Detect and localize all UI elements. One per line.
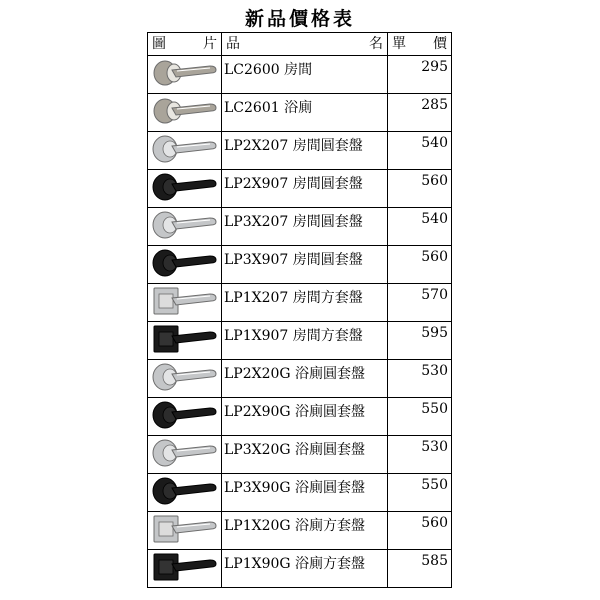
product-price-cell: 560 [388, 170, 452, 208]
product-name-cell: LP2X20G 浴廁圓套盤 [222, 360, 388, 398]
product-name-cell: LP3X207 房間圓套盤 [222, 208, 388, 246]
product-name-cell: LP2X207 房間圓套盤 [222, 132, 388, 170]
product-price-cell: 570 [388, 284, 452, 322]
table-row [148, 170, 452, 208]
table-row [148, 436, 452, 474]
product-price-cell: 530 [388, 436, 452, 474]
product-image-cell [148, 132, 222, 170]
product-price-cell: 550 [388, 398, 452, 436]
product-name-cell: LP1X207 房間方套盤 [222, 284, 388, 322]
header-price [388, 33, 452, 56]
product-image-cell [148, 398, 222, 436]
table-row [148, 56, 452, 94]
table-row [148, 360, 452, 398]
product-name-cell: LP3X20G 浴廁圓套盤 [222, 436, 388, 474]
product-price-cell: 585 [388, 550, 452, 588]
product-image-cell [148, 512, 222, 550]
product-name-cell: LP1X20G 浴廁方套盤 [222, 512, 388, 550]
product-image-cell [148, 208, 222, 246]
lever-lock-black-round-icon [150, 400, 220, 430]
table-row [148, 284, 452, 322]
lever-lock-silver-round-icon [150, 134, 220, 164]
product-image-cell [148, 360, 222, 398]
lever-lock-black-round-icon [150, 248, 220, 278]
product-price-cell: 285 [388, 94, 452, 132]
table-row [148, 208, 452, 246]
product-image-cell [148, 322, 222, 360]
lever-lock-silver-round-icon [150, 210, 220, 240]
product-price-cell: 295 [388, 56, 452, 94]
product-image-cell [148, 436, 222, 474]
lever-lock-silver-square-icon [150, 286, 220, 316]
product-price-cell: 540 [388, 132, 452, 170]
product-name-cell: LP2X90G 浴廁圓套盤 [222, 398, 388, 436]
lever-lock-silver-square-icon [150, 514, 220, 544]
product-name-cell: LC2600 房間 [222, 56, 388, 94]
table-row [148, 132, 452, 170]
header-image-char-1: 圖 [152, 36, 166, 52]
lever-lock-black-square-icon [150, 552, 220, 582]
product-name-cell: LP3X90G 浴廁圓套盤 [222, 474, 388, 512]
product-image-cell [148, 474, 222, 512]
header-price-char-1: 單 [392, 36, 406, 52]
header-price-char-2: 價 [433, 36, 447, 52]
product-image-cell [148, 550, 222, 588]
table-row [148, 550, 452, 588]
page-title: 新品價格表 [244, 8, 355, 30]
product-name-cell: LP1X90G 浴廁方套盤 [222, 550, 388, 588]
product-image-cell [148, 284, 222, 322]
product-name-cell: LC2601 浴廁 [222, 94, 388, 132]
product-image-cell [148, 170, 222, 208]
lever-lock-black-round-icon [150, 476, 220, 506]
table-row [148, 512, 452, 550]
header-image [148, 33, 222, 56]
table-row [148, 246, 452, 284]
price-table [147, 32, 452, 588]
product-price-cell: 530 [388, 360, 452, 398]
lever-lock-silver-round-icon [150, 362, 220, 392]
product-name-cell: LP1X907 房間方套盤 [222, 322, 388, 360]
table-row [148, 474, 452, 512]
header-name [222, 33, 388, 56]
lever-lock-black-round-icon [150, 172, 220, 202]
product-price-cell: 595 [388, 322, 452, 360]
product-name-cell: LP3X907 房間圓套盤 [222, 246, 388, 284]
lever-lock-silver-round-icon [150, 438, 220, 468]
product-price-cell: 550 [388, 474, 452, 512]
product-price-cell: 560 [388, 246, 452, 284]
product-price-cell: 540 [388, 208, 452, 246]
table-row [148, 398, 452, 436]
header-image-char-2: 片 [203, 36, 217, 52]
product-name-cell: LP2X907 房間圓套盤 [222, 170, 388, 208]
product-image-cell [148, 56, 222, 94]
table-row [148, 322, 452, 360]
lever-lock-black-square-icon [150, 324, 220, 354]
product-image-cell [148, 94, 222, 132]
product-image-cell [148, 246, 222, 284]
lever-lock-satin-icon [150, 96, 220, 126]
table-row [148, 94, 452, 132]
lever-lock-satin-icon [150, 58, 220, 88]
header-name-char-1: 品 [226, 36, 240, 52]
product-price-cell: 560 [388, 512, 452, 550]
table-header-row [148, 33, 452, 56]
header-name-char-2: 名 [369, 36, 383, 52]
